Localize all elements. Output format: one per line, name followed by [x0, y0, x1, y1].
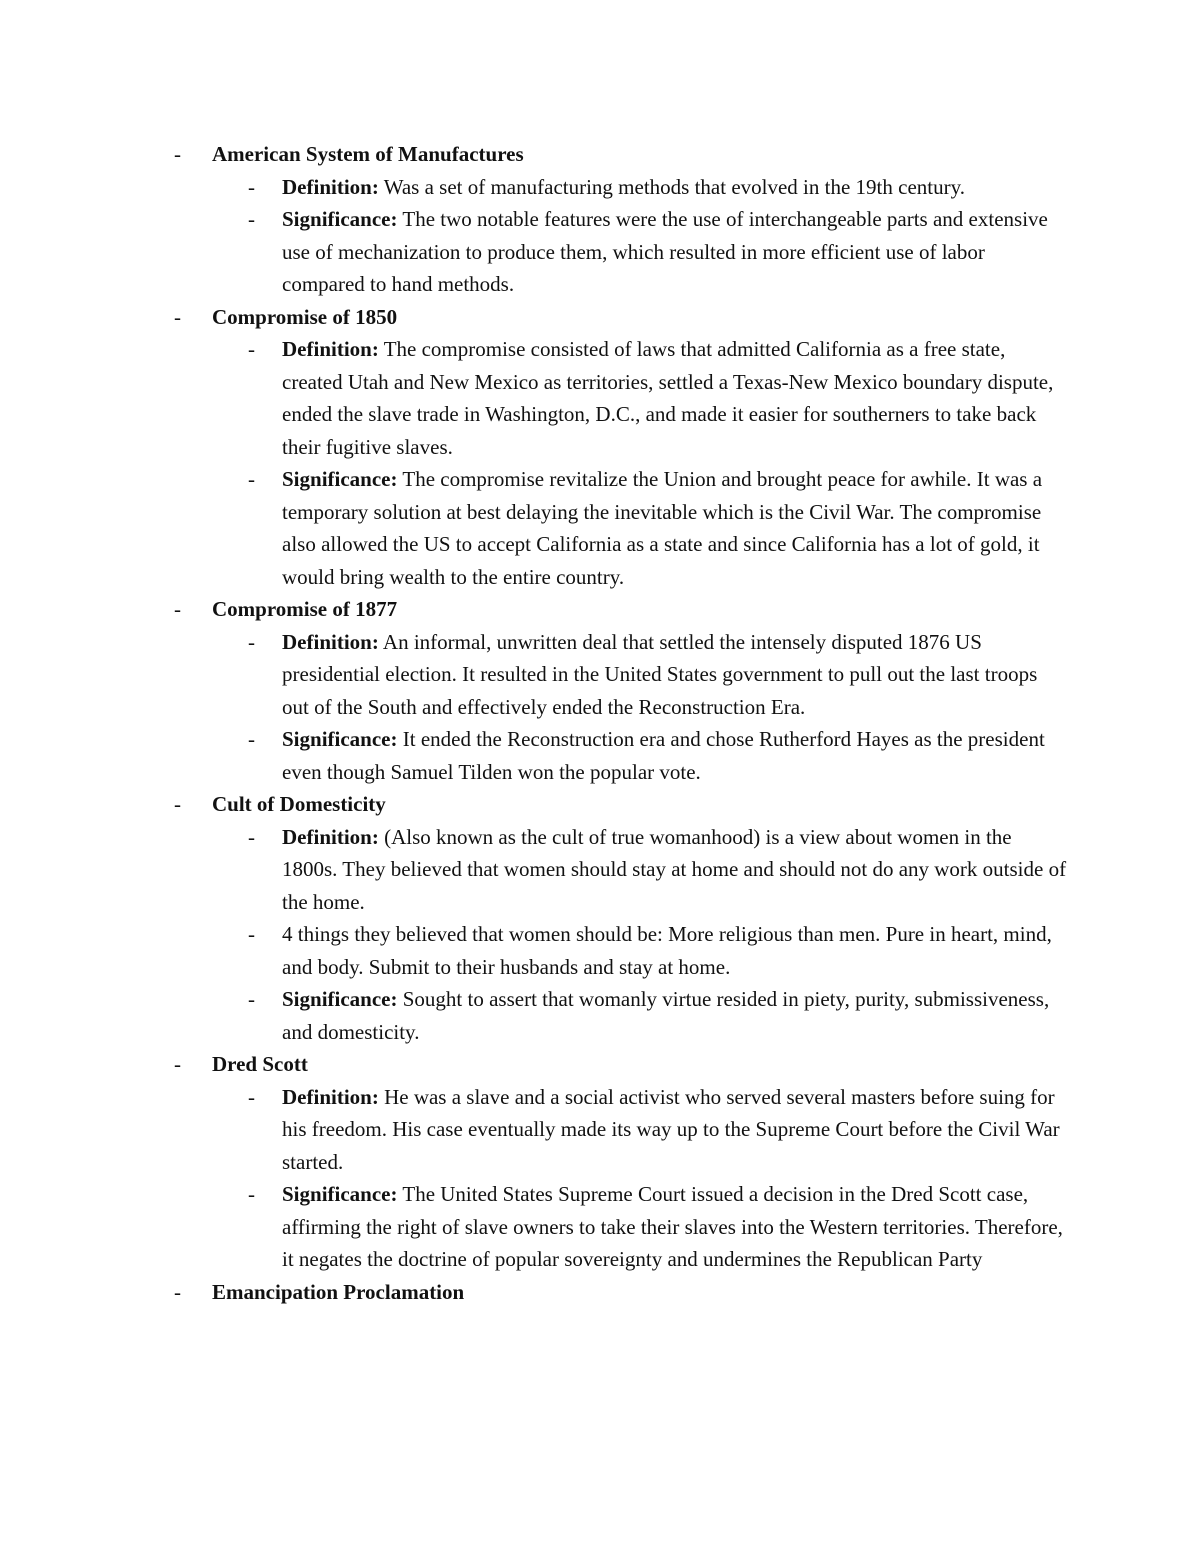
bullet-dash: -	[248, 727, 255, 751]
bullet-dash: -	[248, 1084, 255, 1109]
item-text: Was a set of manufacturing methods that evolved in the 19th century.	[378, 174, 965, 199]
sub-item	[0, 918, 1200, 983]
sub-item	[0, 821, 1200, 919]
item-text: The United States Supreme Court issued a decision in the Dred Scott case, affirming the right of slave owners to take their slaves into the Western territories. Therefore, it negates the doctrine of popular sovereignty and undermines the Republican Party	[282, 1182, 1063, 1271]
term-title: Emancipation Proclamation	[212, 1279, 465, 1304]
bullet-dash: -	[248, 1182, 255, 1206]
item-label: Significance:	[282, 467, 398, 491]
sub-item	[0, 463, 1200, 593]
term-heading	[0, 301, 1200, 334]
bullet-dash: -	[174, 1052, 181, 1076]
bullet-dash: -	[174, 142, 181, 166]
item-label: Significance:	[282, 207, 398, 231]
item-label: Definition:	[282, 629, 379, 654]
term-heading	[0, 788, 1200, 821]
sub-item	[0, 723, 1200, 788]
item-text: The two notable features were the use of interchangeable parts and extensive use of mechanization to produce them, which resulted in more efficient use of labor compared to hand methods.	[282, 207, 1048, 296]
bullet-dash: -	[248, 207, 255, 231]
bullet-dash: -	[174, 792, 181, 816]
bullet-dash: -	[174, 597, 181, 621]
item-text: Sought to assert that womanly virtue resided in piety, purity, submissiveness, and domesticity.	[282, 987, 1050, 1044]
bullet-dash: -	[248, 467, 255, 491]
sub-item	[0, 333, 1200, 463]
bullet-dash: -	[174, 304, 181, 329]
term-title: American System of Manufactures	[212, 142, 524, 166]
item-label: Significance:	[282, 1182, 398, 1206]
item-label: Significance:	[282, 987, 398, 1011]
bullet-dash: -	[248, 922, 255, 946]
bullet-dash: -	[248, 824, 255, 849]
item-text: (Also known as the cult of true womanhood) is a view about women in the 1800s. They believed that women should stay at home and should not do any work outside of the home.	[282, 824, 1067, 914]
term-heading	[0, 1048, 1200, 1081]
item-label: Definition:	[282, 1084, 379, 1109]
item-label: Definition:	[282, 824, 379, 849]
term-heading	[0, 1276, 1200, 1309]
term-title: Compromise of 1850	[212, 304, 398, 329]
item-label: Definition:	[282, 174, 379, 199]
term-title: Cult of Domesticity	[212, 792, 386, 816]
item-text: He was a slave and a social activist who served several masters before suing for his freedom. His case eventually made its way up to the Supreme Court before the Civil War started.	[282, 1084, 1060, 1174]
sub-item	[0, 626, 1200, 724]
term-title: Dred Scott	[212, 1052, 308, 1076]
term-title: Compromise of 1877	[212, 597, 398, 621]
sub-item	[0, 171, 1200, 204]
sub-item	[0, 203, 1200, 301]
bullet-dash: -	[174, 1279, 181, 1304]
item-text: It ended the Reconstruction era and chose Rutherford Hayes as the president even though Samuel Tilden won the popular vote.	[282, 727, 1045, 784]
term-heading	[0, 593, 1200, 626]
sub-item	[0, 1081, 1200, 1179]
sub-item	[0, 983, 1200, 1048]
item-text: The compromise revitalize the Union and brought peace for awhile. It was a temporary solution at best delaying the inevitable which is the Civil War. The compromise also allowed the US to accept California as a state and since California has a lot of gold, it would bring wealth to the entire country.	[282, 467, 1043, 589]
bullet-dash: -	[248, 174, 255, 199]
bullet-dash: -	[248, 987, 255, 1011]
bullet-dash: -	[248, 337, 255, 361]
sub-item	[0, 1178, 1200, 1276]
bullet-dash: -	[248, 629, 255, 654]
document-page	[0, 138, 1200, 1308]
item-label: Definition:	[282, 337, 379, 361]
item-text: The compromise consisted of laws that admitted California as a free state, created Utah and New Mexico as territories, settled a Texas-New Mexico boundary dispute, ended the slave trade in Washington, D.C., and made it easier for southerners to take back their fugitive slaves.	[282, 337, 1054, 459]
term-heading	[0, 138, 1200, 171]
item-label: Significance:	[282, 727, 398, 751]
item-text: An informal, unwritten deal that settled the intensely disputed 1876 US presidential election. It resulted in the United States government to pull out the last troops out of the South and effectively ended the Reconstruction Era.	[282, 629, 1038, 719]
item-text: 4 things they believed that women should be: More religious than men. Pure in heart, mind, and body. Submit to their husbands and stay at home.	[282, 922, 1052, 979]
